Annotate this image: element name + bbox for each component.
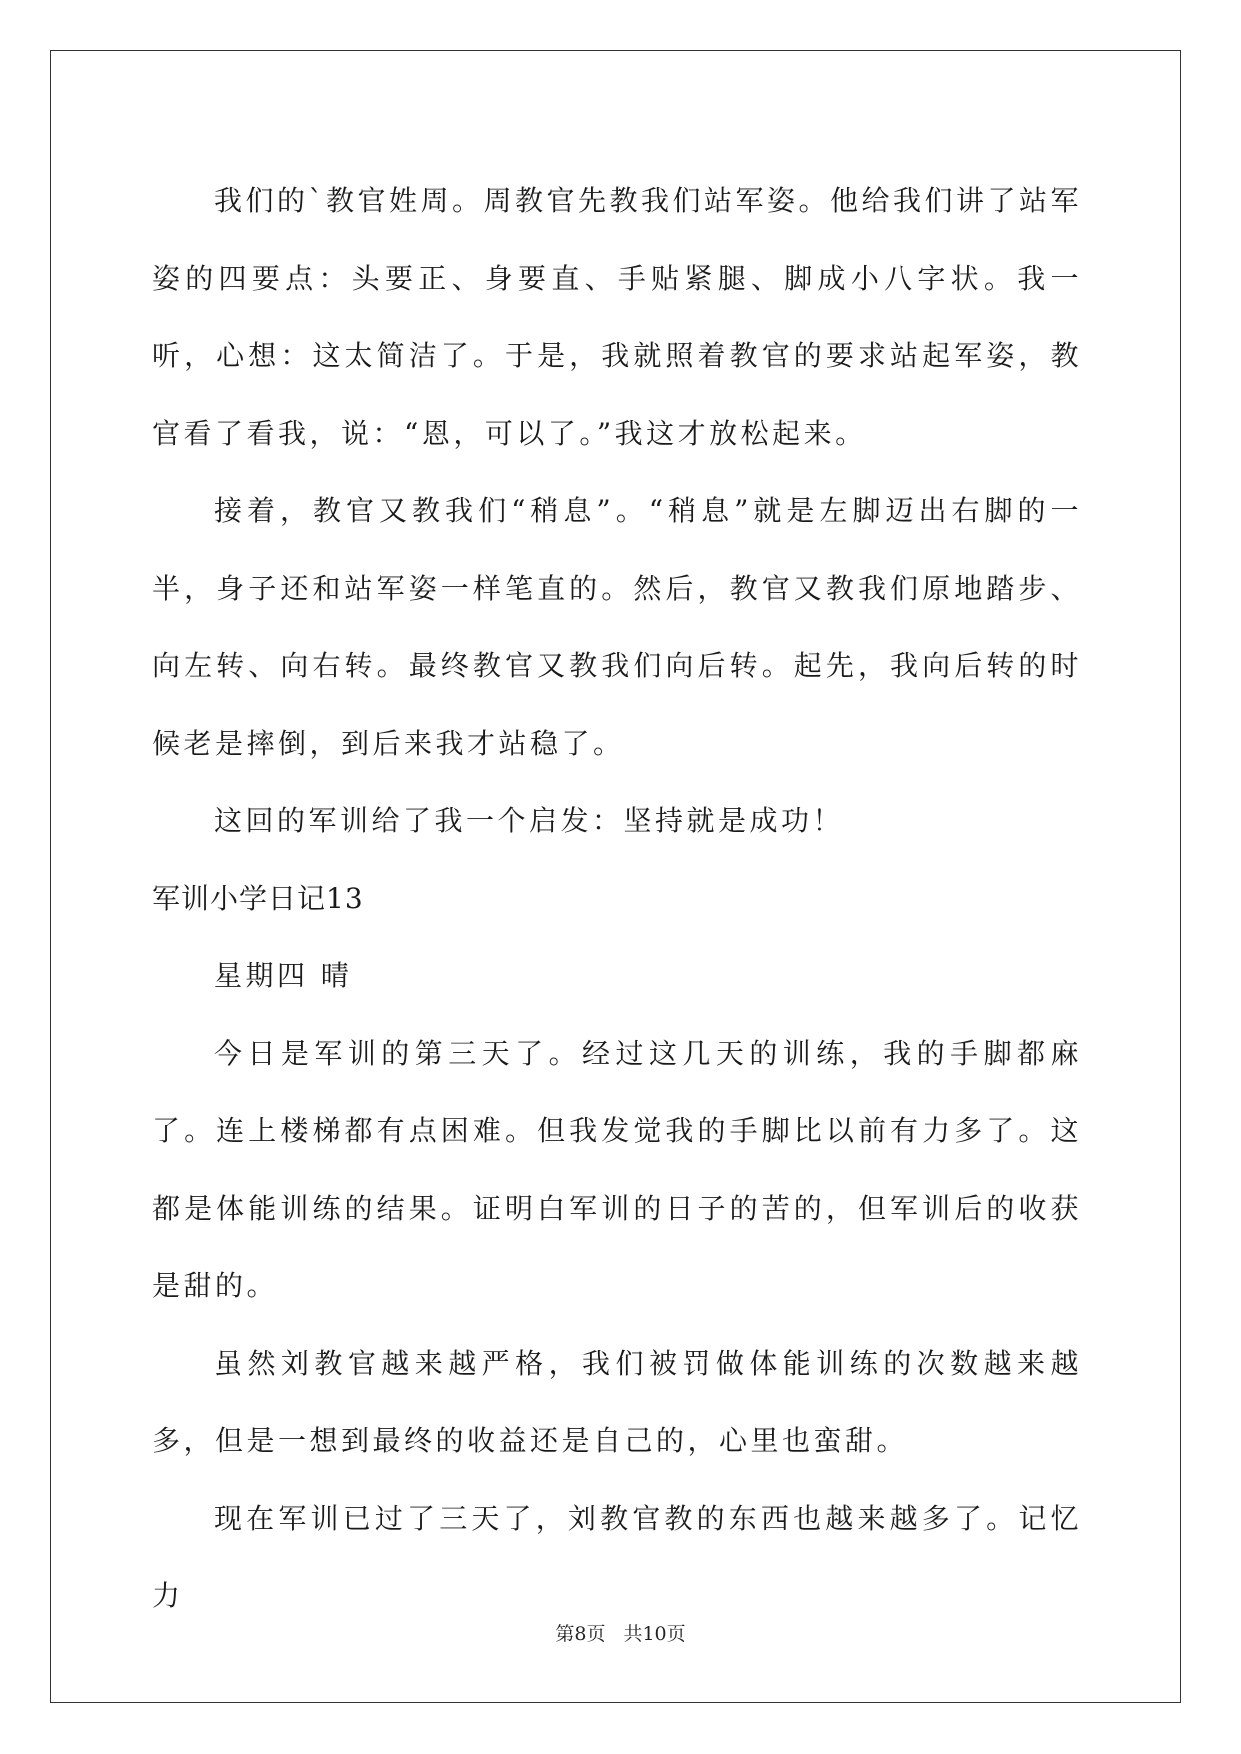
paragraph: 虽然刘教官越来越严格，我们被罚做体能训练的次数越来越多，但是一想到最终的收益还是自己的，心里也蛮甜。 (152, 1346, 1082, 1457)
document-body (152, 162, 1082, 1635)
section-title: 军训小学日记13 (152, 881, 364, 915)
paragraph: 今日是军训的第三天了。经过这几天的训练，我的手脚都麻了。连上楼梯都有点困难。但我发觉我的手脚比以前有力多了。这都是体能训练的结果。证明白军训的日子的苦的，但军训后的收获是甜的。 (152, 1036, 1082, 1302)
date-line: 星期四 晴 (214, 959, 353, 992)
paragraph: 这回的军训给了我一个启发：坚持就是成功！ (214, 804, 845, 837)
page-total: 共10页 (623, 1623, 686, 1645)
paragraph: 现在军训已过了三天了，刘教官教的东西也越来越多了。记忆力 (152, 1501, 1082, 1612)
paragraph: 我们的`教官姓周。周教官先教我们站军姿。他给我们讲了站军姿的四要点：头要正、身要直、手贴紧腿、脚成小八字状。我一听，心想：这太简洁了。于是，我就照着教官的要求站起军姿，教官看了看我，说：“恩，可以了。”我这才放松起来。 (152, 184, 1083, 450)
page-footer (0, 1619, 1241, 1646)
page-number: 第8页 (555, 1623, 606, 1645)
paragraph: 接着，教官又教我们“稍息”。“稍息”就是左脚迈出右脚的一半，身子还和站军姿一样笔直的。然后，教官又教我们原地踏步、向左转、向右转。最终教官又教我们向后转。起先，我向后转的时候老是摔倒，到后来我才站稳了。 (152, 494, 1082, 760)
